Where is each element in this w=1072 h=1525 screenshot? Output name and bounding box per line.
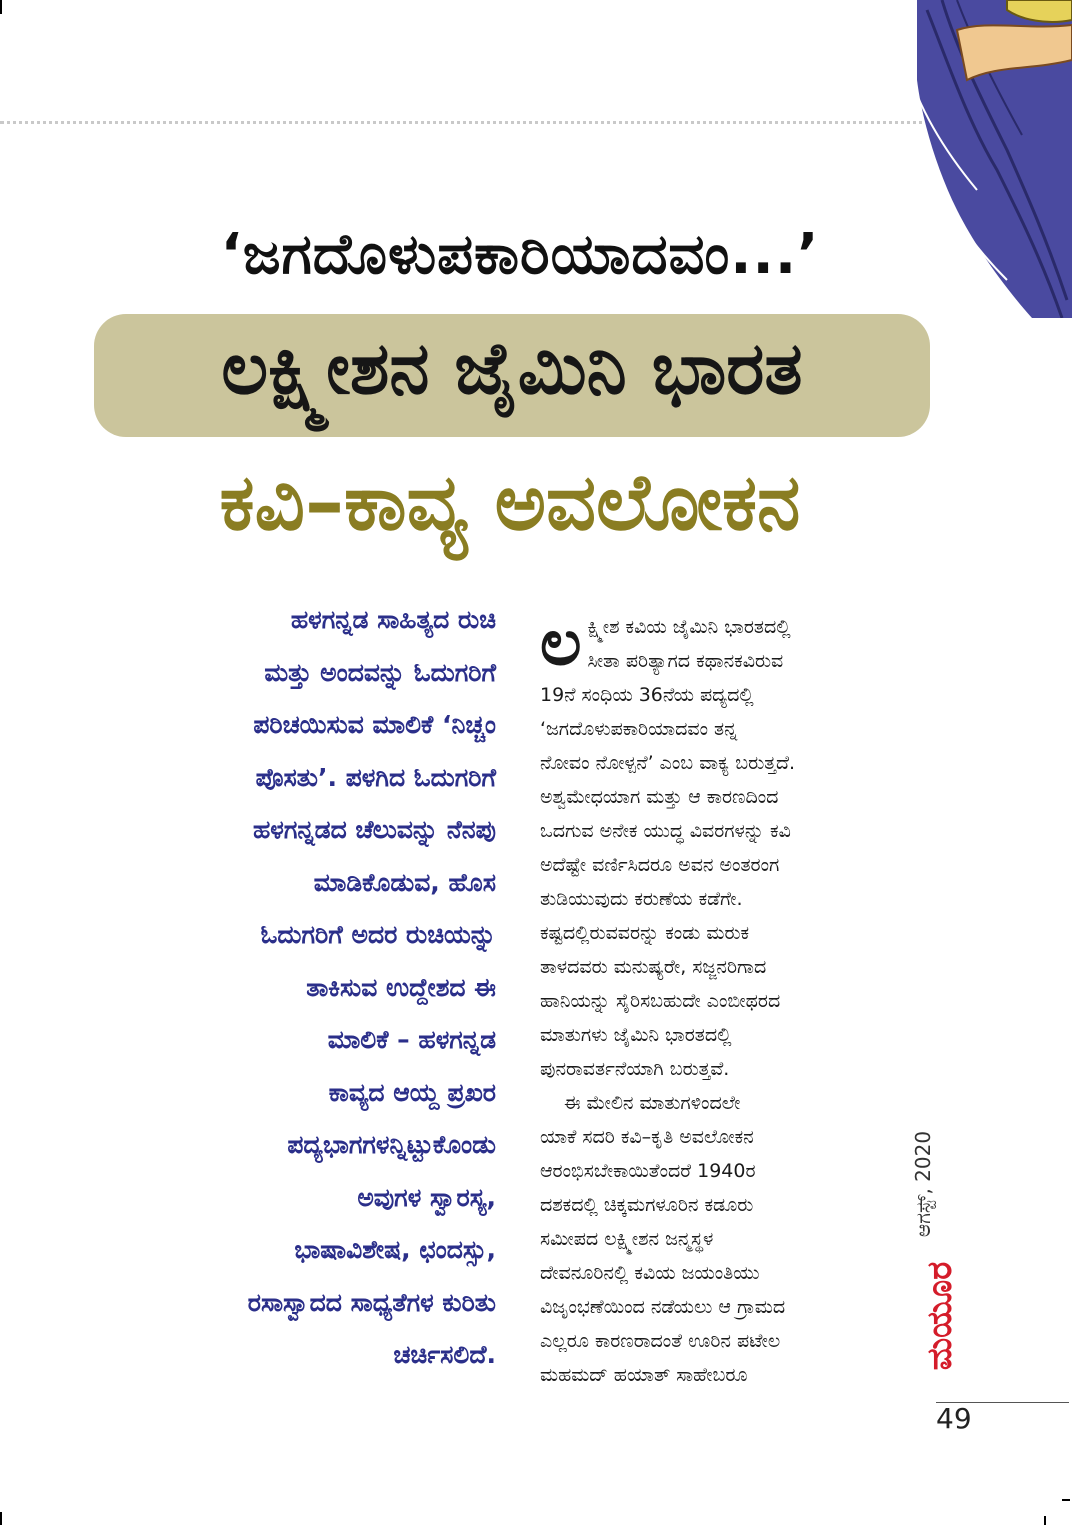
crop-mark xyxy=(1062,1499,1070,1501)
article-line: ಎಲ್ಲರೂ ಕಾರಣರಾದಂತೆ ಊರಿನ ಪಟೇಲ xyxy=(540,1330,781,1352)
kicker-quote: ‘ಜಗದೊಳುಪಕಾರಿಯಾದವಂ...’ xyxy=(220,222,820,287)
article-line: ಅದೆಷ್ಟೇ ವರ್ಣಿಸಿದರೂ ಅವನ ಅಂತರಂಗ xyxy=(540,854,780,876)
intro-line: ಮತ್ತು ಅಂದವನ್ನು ಓದುಗರಿಗೆ xyxy=(264,657,496,687)
article-body xyxy=(540,606,898,1392)
article-line: ‘ಜಗದೊಳುಪಕಾರಿಯಾದವಂ ತನ್ನ xyxy=(540,718,738,740)
intro-line: ಅವುಗಳ ಸ್ವಾರಸ್ಯ, xyxy=(357,1182,496,1212)
article-line: ನೋವಂ ನೋಳ್ಪನೆ’ ಎಂಬ ವಾಕ್ಯ ಬರುತ್ತದೆ. xyxy=(540,752,796,774)
intro-line: ರಸಾಸ್ವಾದದ ಸಾಧ್ಯತೆಗಳ ಕುರಿತು xyxy=(247,1287,496,1317)
article-line: ದೇವನೂರಿನಲ್ಲಿ ಕವಿಯ ಜಯಂತಿಯು xyxy=(540,1262,760,1284)
intro-line: ಪರಿಚಯಿಸುವ ಮಾಲಿಕೆ ‘ನಿಚ್ಚಂ xyxy=(253,710,496,739)
article-line: ತುಡಿಯುವುದು ಕರುಣೆಯ ಕಡೆಗೇ. xyxy=(540,888,743,910)
magazine-logo xyxy=(920,1250,968,1380)
article-line: ತಾಳದವರು ಮನುಷ್ಯರೇ, ಸಜ್ಜನರಿಗಾದ xyxy=(540,956,767,978)
article-line: ಪುನರಾವರ್ತನೆಯಾಗಿ ಬರುತ್ತವೆ. xyxy=(540,1058,730,1080)
page-subtitle: ಕವಿ–ಕಾವ್ಯ ಅವಲೋಕನ xyxy=(219,458,801,548)
article-line: ಕ್ಷ್ಮೀಶ ಕವಿಯ ಜೈಮಿನಿ ಭಾರತದಲ್ಲಿ xyxy=(587,616,791,638)
page-title: ಲಕ್ಷ್ಮೀಶನ ಜೈಮಿನಿ ಭಾರತ xyxy=(221,326,803,410)
article-line: ಮಾತುಗಳು ಜೈಮಿನಿ ಭಾರತದಲ್ಲಿ xyxy=(540,1024,732,1046)
magazine-logo-text: ಮಯೂರ xyxy=(920,1261,961,1371)
article-line: ಅಶ್ವಮೇಧಯಾಗ ಮತ್ತು ಆ ಕಾರಣದಿಂದ xyxy=(540,786,779,808)
intro-line: ಹಳಗನ್ನಡ ಸಾಹಿತ್ಯದ ರುಚಿ xyxy=(290,605,496,634)
page-number: 49 xyxy=(936,1402,972,1435)
article-line: ಸಮೀಪದ ಲಕ್ಷ್ಮೀಶನ ಜನ್ಮಸ್ಥಳ xyxy=(540,1228,714,1250)
intro-line: ಭಾಷಾವಿಶೇಷ, ಛಂದಸ್ಸು, xyxy=(294,1235,496,1264)
intro-line: ಪೊಸತು’. ಪಳಗಿದ ಓದುಗರಿಗೆ xyxy=(255,762,496,792)
crop-mark xyxy=(0,1512,2,1525)
intro-line: ಓದುಗರಿಗೆ ಅದರ ರುಚಿಯನ್ನು xyxy=(260,920,496,949)
intro-line: ಹಳಗನ್ನಡದ ಚೆಲುವನ್ನು ನೆನಪು xyxy=(252,815,496,844)
drop-cap: ಲ xyxy=(540,606,582,680)
intro-line: ಮಾಲಿಕೆ – ಹಳಗನ್ನಡ xyxy=(327,1025,496,1054)
intro-line: ಚರ್ಚಿಸಲಿದೆ. xyxy=(393,1340,496,1369)
intro-blurb xyxy=(118,594,496,1382)
article-line: ಆರಂಭಿಸಬೇಕಾಯಿತೆಂದರೆ 1940ರ xyxy=(540,1160,756,1182)
article-line: ಮಹಮದ್ ಹಯಾತ್ ಸಾಹೇಬರೂ xyxy=(540,1364,748,1386)
issue-date xyxy=(911,1110,958,1260)
article-line: ಯಾಕೆ ಸದರಿ ಕವಿ–ಕೃತಿ ಅವಲೋಕನ xyxy=(540,1126,754,1148)
article-line: ಹಾನಿಯನ್ನು ಸೈರಿಸಬಹುದೇ ಎಂಬೀಥರದ xyxy=(540,990,781,1012)
intro-line: ಕಾವ್ಯದ ಆಯ್ದ ಪ್ರಖರ xyxy=(328,1077,496,1107)
header-dotted-rule xyxy=(0,121,930,124)
intro-line: ತಾಕಿಸುವ ಉದ್ದೇಶದ ಈ xyxy=(306,972,496,1002)
intro-line: ಪದ್ಯಭಾಗಗಳನ್ನಿಟ್ಟುಕೊಂಡು xyxy=(287,1130,496,1159)
crop-mark xyxy=(0,0,2,14)
article-line: ಒದಗುವ ಅನೇಕ ಯುದ್ಧ ವಿವರಗಳನ್ನು ಕವಿ xyxy=(540,820,791,842)
intro-line: ಮಾಡಿಕೊಡುವ, ಹೊಸ xyxy=(313,867,496,897)
crop-mark xyxy=(1044,1516,1046,1525)
article-line: ಸೀತಾ ಪರಿತ್ಯಾಗದ ಕಥಾನಕವಿರುವ xyxy=(587,650,784,672)
article-line: ಕಷ್ಟದಲ್ಲಿರುವವರನ್ನು ಕಂಡು ಮರುಕ xyxy=(540,922,750,944)
article-line: ವಿಜೃಂಭಣೆಯಿಂದ ನಡೆಯಲು ಆ ಗ್ರಾಮದ xyxy=(540,1296,786,1318)
article-line: ದಶಕದಲ್ಲಿ ಚಿಕ್ಕಮಗಳೂರಿನ ಕಡೂರು xyxy=(540,1194,754,1216)
issue-date-text: ಆಗಸ್ಟ್, 2020 xyxy=(911,1130,936,1238)
article-line: ಈ ಮೇಲಿನ ಮಾತುಗಳಿಂದಲೇ xyxy=(564,1092,741,1114)
article-line: 19ನೆ ಸಂಧಿಯ 36ನೆಯ ಪದ್ಯದಲ್ಲಿ xyxy=(540,684,754,706)
